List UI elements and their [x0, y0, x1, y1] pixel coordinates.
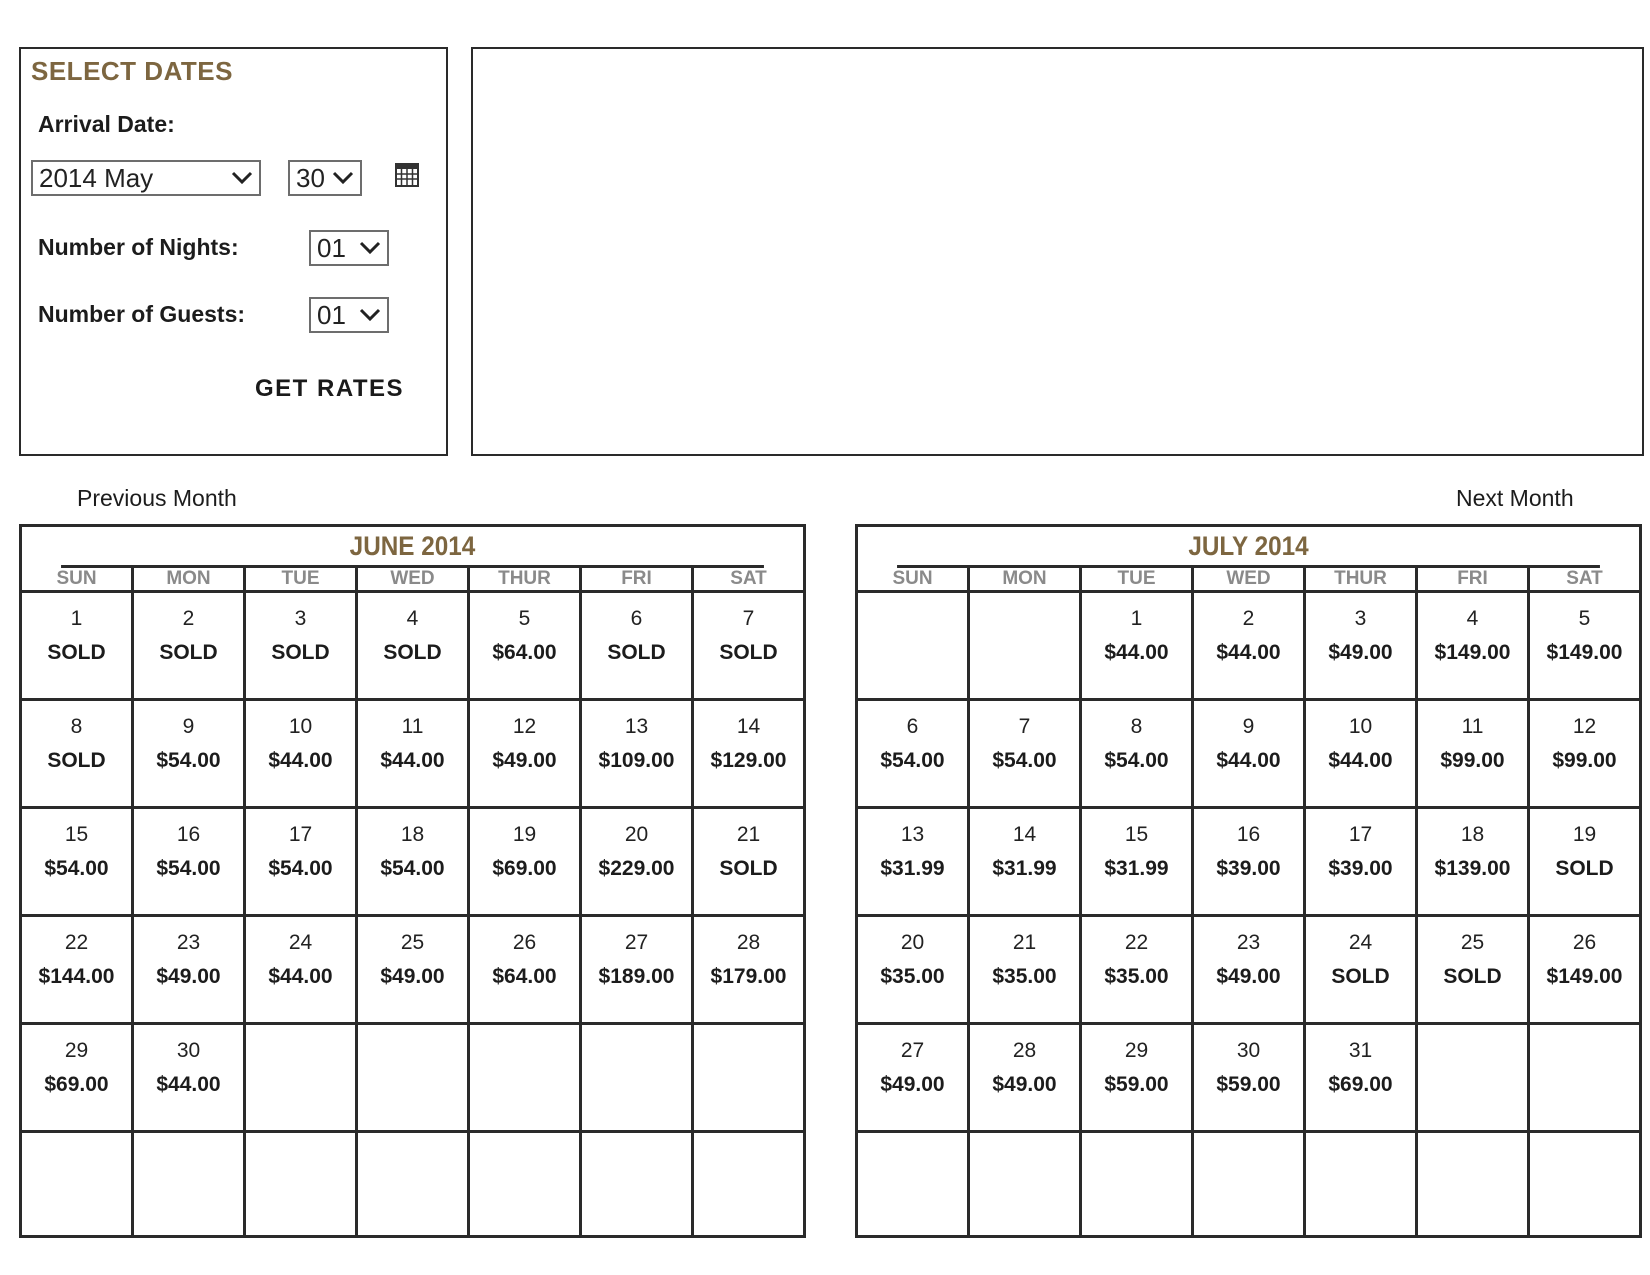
day-number: 14 — [736, 715, 761, 738]
day-number: 24 — [1348, 931, 1373, 954]
calendar-day-cell[interactable] — [1415, 701, 1527, 806]
calendar-empty-cell — [691, 1025, 803, 1130]
arrival-day-select[interactable] — [288, 160, 362, 196]
day-rate: $54.00 — [268, 857, 333, 880]
day-rate: $39.00 — [1216, 857, 1281, 880]
calendar-day-cell[interactable] — [858, 1025, 967, 1130]
weekday-fri: FRI — [579, 568, 691, 590]
calendar-day-cell[interactable] — [858, 917, 967, 1022]
calendar-empty-cell — [22, 1133, 131, 1238]
calendar-title: JULY 2014 — [897, 527, 1600, 568]
calendar-empty-cell — [1303, 1133, 1415, 1238]
calendar-day-cell[interactable] — [22, 1025, 131, 1130]
day-number: 11 — [1461, 715, 1484, 738]
calendar-empty-cell — [967, 1133, 1079, 1238]
guests-select[interactable] — [309, 297, 389, 333]
day-number: 7 — [1018, 715, 1031, 738]
calendar-empty-cell — [1527, 1025, 1639, 1130]
day-number: 13 — [624, 715, 649, 738]
day-number: 16 — [1236, 823, 1261, 846]
calendar-day-cell[interactable] — [1527, 701, 1639, 806]
calendar-week-row — [858, 1133, 1639, 1238]
calendar-day-cell[interactable] — [1415, 809, 1527, 914]
day-number: 18 — [400, 823, 425, 846]
day-rate: $49.00 — [1216, 965, 1281, 988]
day-rate: $39.00 — [1328, 857, 1393, 880]
calendar-icon[interactable] — [395, 163, 419, 187]
weekday-header — [22, 568, 803, 593]
day-number: 17 — [288, 823, 313, 846]
day-number: 26 — [512, 931, 537, 954]
calendar-day-cell[interactable] — [131, 917, 243, 1022]
day-rate: $31.99 — [992, 857, 1057, 880]
day-rate: SOLD — [1331, 965, 1390, 988]
day-number: 21 — [736, 823, 761, 846]
guests-value: 01 — [317, 299, 346, 330]
calendar-week-row — [22, 809, 803, 917]
day-rate: $31.99 — [1104, 857, 1169, 880]
calendar-week-row — [22, 593, 803, 701]
nights-label: Number of Nights: — [38, 234, 239, 260]
weekday-thur: THUR — [1303, 568, 1415, 590]
calendar-day-cell[interactable] — [1303, 1025, 1415, 1130]
day-rate: $44.00 — [268, 965, 333, 988]
calendar-day-cell[interactable] — [355, 917, 467, 1022]
day-rate: $64.00 — [492, 641, 557, 664]
arrival-month-select[interactable] — [31, 160, 261, 196]
day-number: 21 — [1012, 931, 1037, 954]
day-rate: $35.00 — [880, 965, 945, 988]
calendar-week-row — [22, 917, 803, 1025]
calendar-day-cell[interactable] — [1303, 593, 1415, 698]
nights-value: 01 — [317, 232, 346, 263]
calendar-week-row — [22, 1133, 803, 1238]
calendar-grid — [22, 593, 803, 1238]
day-number: 7 — [742, 607, 755, 630]
calendar-day-cell[interactable] — [1303, 917, 1415, 1022]
weekday-thur: THUR — [467, 568, 579, 590]
day-number: 8 — [1130, 715, 1143, 738]
calendar-day-cell[interactable] — [858, 701, 967, 806]
calendar-empty-cell — [1527, 1133, 1639, 1238]
calendar-empty-cell — [355, 1133, 467, 1238]
calendar-day-cell[interactable] — [131, 593, 243, 698]
calendar-empty-cell — [1191, 1133, 1303, 1238]
day-rate: $69.00 — [1328, 1073, 1393, 1096]
weekday-fri: FRI — [1415, 568, 1527, 590]
calendar-empty-cell — [967, 593, 1079, 698]
day-number: 15 — [1124, 823, 1149, 846]
day-number: 30 — [1236, 1039, 1261, 1062]
calendar-week-row — [858, 701, 1639, 809]
calendar-day-cell[interactable] — [22, 701, 131, 806]
chevron-down-icon — [231, 171, 253, 185]
next-month-link[interactable]: Next Month — [1456, 485, 1574, 511]
day-number: 8 — [70, 715, 83, 738]
day-rate: $229.00 — [598, 857, 675, 880]
day-rate: $144.00 — [38, 965, 115, 988]
calendar-day-cell[interactable] — [355, 809, 467, 914]
day-rate: $149.00 — [1546, 965, 1623, 988]
day-rate: $44.00 — [1104, 641, 1169, 664]
day-rate: $54.00 — [880, 749, 945, 772]
day-number: 6 — [906, 715, 919, 738]
calendar-day-cell[interactable] — [131, 1025, 243, 1130]
weekday-header — [858, 568, 1639, 593]
calendar-day-cell[interactable] — [1527, 593, 1639, 698]
calendar-day-cell[interactable] — [691, 701, 803, 806]
day-rate: $139.00 — [1434, 857, 1511, 880]
day-rate: SOLD — [47, 749, 106, 772]
day-rate: $129.00 — [710, 749, 787, 772]
calendar-day-cell[interactable] — [967, 1025, 1079, 1130]
arrival-month-value: 2014 May — [39, 162, 154, 193]
previous-month-link[interactable]: Previous Month — [77, 485, 237, 511]
calendar-day-cell[interactable] — [467, 809, 579, 914]
calendar-day-cell[interactable] — [1415, 593, 1527, 698]
calendar-day-cell[interactable] — [1079, 701, 1191, 806]
day-number: 3 — [294, 607, 307, 630]
calendar-day-cell[interactable] — [355, 701, 467, 806]
calendar-day-cell[interactable] — [1191, 809, 1303, 914]
day-rate: $54.00 — [992, 749, 1057, 772]
day-number: 13 — [900, 823, 925, 846]
calendar-empty-cell — [579, 1133, 691, 1238]
calendar-title: JUNE 2014 — [61, 527, 764, 568]
calendar-day-cell[interactable] — [967, 917, 1079, 1022]
day-number: 4 — [1466, 607, 1479, 630]
weekday-mon: MON — [967, 568, 1079, 590]
day-number: 15 — [64, 823, 89, 846]
day-number: 6 — [630, 607, 643, 630]
day-number: 5 — [518, 607, 531, 630]
calendar-week-row — [858, 917, 1639, 1025]
calendar-day-cell[interactable] — [243, 701, 355, 806]
calendar-day-cell[interactable] — [243, 917, 355, 1022]
chevron-down-icon — [359, 241, 381, 255]
arrival-day-value: 30 — [296, 162, 325, 193]
calendar-day-cell[interactable] — [579, 809, 691, 914]
day-rate: SOLD — [607, 641, 666, 664]
day-rate: SOLD — [1443, 965, 1502, 988]
day-number: 26 — [1572, 931, 1597, 954]
day-rate: $99.00 — [1552, 749, 1617, 772]
day-rate: $44.00 — [268, 749, 333, 772]
calendar-empty-cell — [1415, 1133, 1527, 1238]
nights-select[interactable] — [309, 230, 389, 266]
weekday-wed: WED — [355, 568, 467, 590]
calendar-day-cell[interactable] — [967, 809, 1079, 914]
chevron-down-icon — [359, 308, 381, 322]
weekday-sat: SAT — [1527, 568, 1639, 590]
day-number: 10 — [1348, 715, 1373, 738]
weekday-wed: WED — [1191, 568, 1303, 590]
calendar-day-cell[interactable] — [858, 809, 967, 914]
calendar-day-cell[interactable] — [467, 701, 579, 806]
day-number: 11 — [401, 715, 424, 738]
calendar-day-cell[interactable] — [467, 917, 579, 1022]
day-number: 19 — [1572, 823, 1597, 846]
calendar-empty-cell — [691, 1133, 803, 1238]
day-rate: $149.00 — [1434, 641, 1511, 664]
calendar-day-cell[interactable] — [131, 701, 243, 806]
day-number: 29 — [64, 1039, 89, 1062]
day-rate: SOLD — [271, 641, 330, 664]
day-number: 24 — [288, 931, 313, 954]
day-rate: $149.00 — [1546, 641, 1623, 664]
calendar-empty-cell — [355, 1025, 467, 1130]
day-rate: $54.00 — [1104, 749, 1169, 772]
calendar-day-cell[interactable] — [579, 917, 691, 1022]
day-number: 1 — [1130, 607, 1143, 630]
day-rate: $69.00 — [44, 1073, 109, 1096]
weekday-mon: MON — [131, 568, 243, 590]
chevron-down-icon — [332, 171, 354, 185]
day-number: 16 — [176, 823, 201, 846]
day-rate: $179.00 — [710, 965, 787, 988]
day-number: 31 — [1348, 1039, 1373, 1062]
weekday-sat: SAT — [691, 568, 803, 590]
day-number: 9 — [182, 715, 195, 738]
day-number: 28 — [736, 931, 761, 954]
day-number: 25 — [1460, 931, 1485, 954]
day-number: 20 — [900, 931, 925, 954]
calendar-day-cell[interactable] — [1079, 917, 1191, 1022]
day-rate: SOLD — [719, 857, 778, 880]
calendar-day-cell[interactable] — [1527, 809, 1639, 914]
day-number: 30 — [176, 1039, 201, 1062]
day-rate: $49.00 — [992, 1073, 1057, 1096]
day-rate: $59.00 — [1104, 1073, 1169, 1096]
day-number: 2 — [182, 607, 195, 630]
day-number: 1 — [70, 607, 83, 630]
day-rate: SOLD — [719, 641, 778, 664]
calendar-day-cell[interactable] — [579, 701, 691, 806]
calendar-day-cell[interactable] — [131, 809, 243, 914]
day-rate: $49.00 — [880, 1073, 945, 1096]
day-number: 23 — [1236, 931, 1261, 954]
day-rate: $31.99 — [880, 857, 945, 880]
calendar-day-cell[interactable] — [1079, 809, 1191, 914]
weekday-tue: TUE — [243, 568, 355, 590]
calendar-day-cell[interactable] — [691, 809, 803, 914]
day-rate: $189.00 — [598, 965, 675, 988]
day-number: 25 — [400, 931, 425, 954]
day-rate: $54.00 — [156, 749, 221, 772]
calendar-empty-cell — [858, 1133, 967, 1238]
day-rate: $54.00 — [156, 857, 221, 880]
day-number: 19 — [512, 823, 537, 846]
day-number: 5 — [1578, 607, 1591, 630]
day-number: 27 — [624, 931, 649, 954]
calendar-day-cell[interactable] — [467, 593, 579, 698]
calendar-day-cell[interactable] — [1303, 701, 1415, 806]
calendar-day-cell[interactable] — [1527, 917, 1639, 1022]
day-rate: $54.00 — [380, 857, 445, 880]
arrival-date-label: Arrival Date: — [38, 111, 175, 137]
calendar-empty-cell — [243, 1025, 355, 1130]
calendar-empty-cell — [467, 1133, 579, 1238]
day-rate: $69.00 — [492, 857, 557, 880]
day-rate: $44.00 — [1216, 749, 1281, 772]
calendar-day-cell[interactable] — [243, 593, 355, 698]
day-rate: $44.00 — [380, 749, 445, 772]
day-rate: $64.00 — [492, 965, 557, 988]
day-number: 22 — [1124, 931, 1149, 954]
calendar-day-cell[interactable] — [1191, 701, 1303, 806]
calendar-day-cell[interactable] — [1191, 593, 1303, 698]
day-number: 17 — [1348, 823, 1373, 846]
calendar-day-cell[interactable] — [243, 809, 355, 914]
select-dates-panel — [19, 47, 448, 456]
calendar-empty-cell — [858, 593, 967, 698]
calendar-day-cell[interactable] — [22, 593, 131, 698]
calendar-day-cell[interactable] — [22, 809, 131, 914]
day-rate: $49.00 — [492, 749, 557, 772]
calendar-day-cell[interactable] — [691, 593, 803, 698]
guests-label: Number of Guests: — [38, 301, 246, 327]
weekday-sun: SUN — [892, 568, 933, 589]
calendar-day-cell[interactable] — [355, 593, 467, 698]
calendar-empty-cell — [467, 1025, 579, 1130]
day-number: 28 — [1012, 1039, 1037, 1062]
day-rate: $49.00 — [156, 965, 221, 988]
day-number: 12 — [1572, 715, 1597, 738]
day-rate: $99.00 — [1440, 749, 1505, 772]
day-rate: $35.00 — [1104, 965, 1169, 988]
calendar-empty-cell — [243, 1133, 355, 1238]
day-rate: $44.00 — [156, 1073, 221, 1096]
day-number: 4 — [406, 607, 419, 630]
day-number: 20 — [624, 823, 649, 846]
calendar-week-row — [22, 1025, 803, 1133]
day-number: 29 — [1124, 1039, 1149, 1062]
day-number: 14 — [1012, 823, 1037, 846]
day-number: 10 — [288, 715, 313, 738]
calendar-empty-cell — [579, 1025, 691, 1130]
day-rate: $54.00 — [44, 857, 109, 880]
day-rate: $44.00 — [1328, 749, 1393, 772]
calendar-empty-cell — [131, 1133, 243, 1238]
calendar-day-cell[interactable] — [1079, 1025, 1191, 1130]
day-rate: SOLD — [159, 641, 218, 664]
day-number: 12 — [512, 715, 537, 738]
calendar-day-cell[interactable] — [579, 593, 691, 698]
calendar-week-row — [858, 1025, 1639, 1133]
june-calendar — [19, 524, 806, 1238]
day-number: 3 — [1354, 607, 1367, 630]
calendar-week-row — [858, 809, 1639, 917]
calendar-empty-cell — [1079, 1133, 1191, 1238]
day-rate: $49.00 — [1328, 641, 1393, 664]
day-rate: $49.00 — [380, 965, 445, 988]
calendar-week-row — [858, 593, 1639, 701]
calendar-day-cell[interactable] — [22, 917, 131, 1022]
day-rate: $109.00 — [598, 749, 675, 772]
day-rate: $44.00 — [1216, 641, 1281, 664]
calendar-day-cell[interactable] — [1303, 809, 1415, 914]
get-rates-button[interactable]: GET RATES — [255, 375, 405, 402]
july-calendar — [855, 524, 1642, 1238]
weekday-sun: SUN — [56, 568, 97, 589]
weekday-tue: TUE — [1079, 568, 1191, 590]
day-rate: $59.00 — [1216, 1073, 1281, 1096]
calendar-day-cell[interactable] — [691, 917, 803, 1022]
calendar-day-cell[interactable] — [1415, 917, 1527, 1022]
info-panel — [471, 47, 1644, 456]
day-number: 9 — [1242, 715, 1255, 738]
calendar-grid — [858, 593, 1639, 1238]
calendar-day-cell[interactable] — [1191, 1025, 1303, 1130]
day-number: 22 — [64, 931, 89, 954]
day-rate: $35.00 — [992, 965, 1057, 988]
day-number: 23 — [176, 931, 201, 954]
calendar-day-cell[interactable] — [1191, 917, 1303, 1022]
day-number: 18 — [1460, 823, 1485, 846]
day-rate: SOLD — [1555, 857, 1614, 880]
day-number: 2 — [1242, 607, 1255, 630]
calendar-day-cell[interactable] — [1079, 593, 1191, 698]
day-rate: SOLD — [383, 641, 442, 664]
calendar-day-cell[interactable] — [967, 701, 1079, 806]
calendar-week-row — [22, 701, 803, 809]
day-number: 27 — [900, 1039, 925, 1062]
panel-title: SELECT DATES — [31, 56, 233, 86]
calendar-empty-cell — [1415, 1025, 1527, 1130]
day-rate: SOLD — [47, 641, 106, 664]
